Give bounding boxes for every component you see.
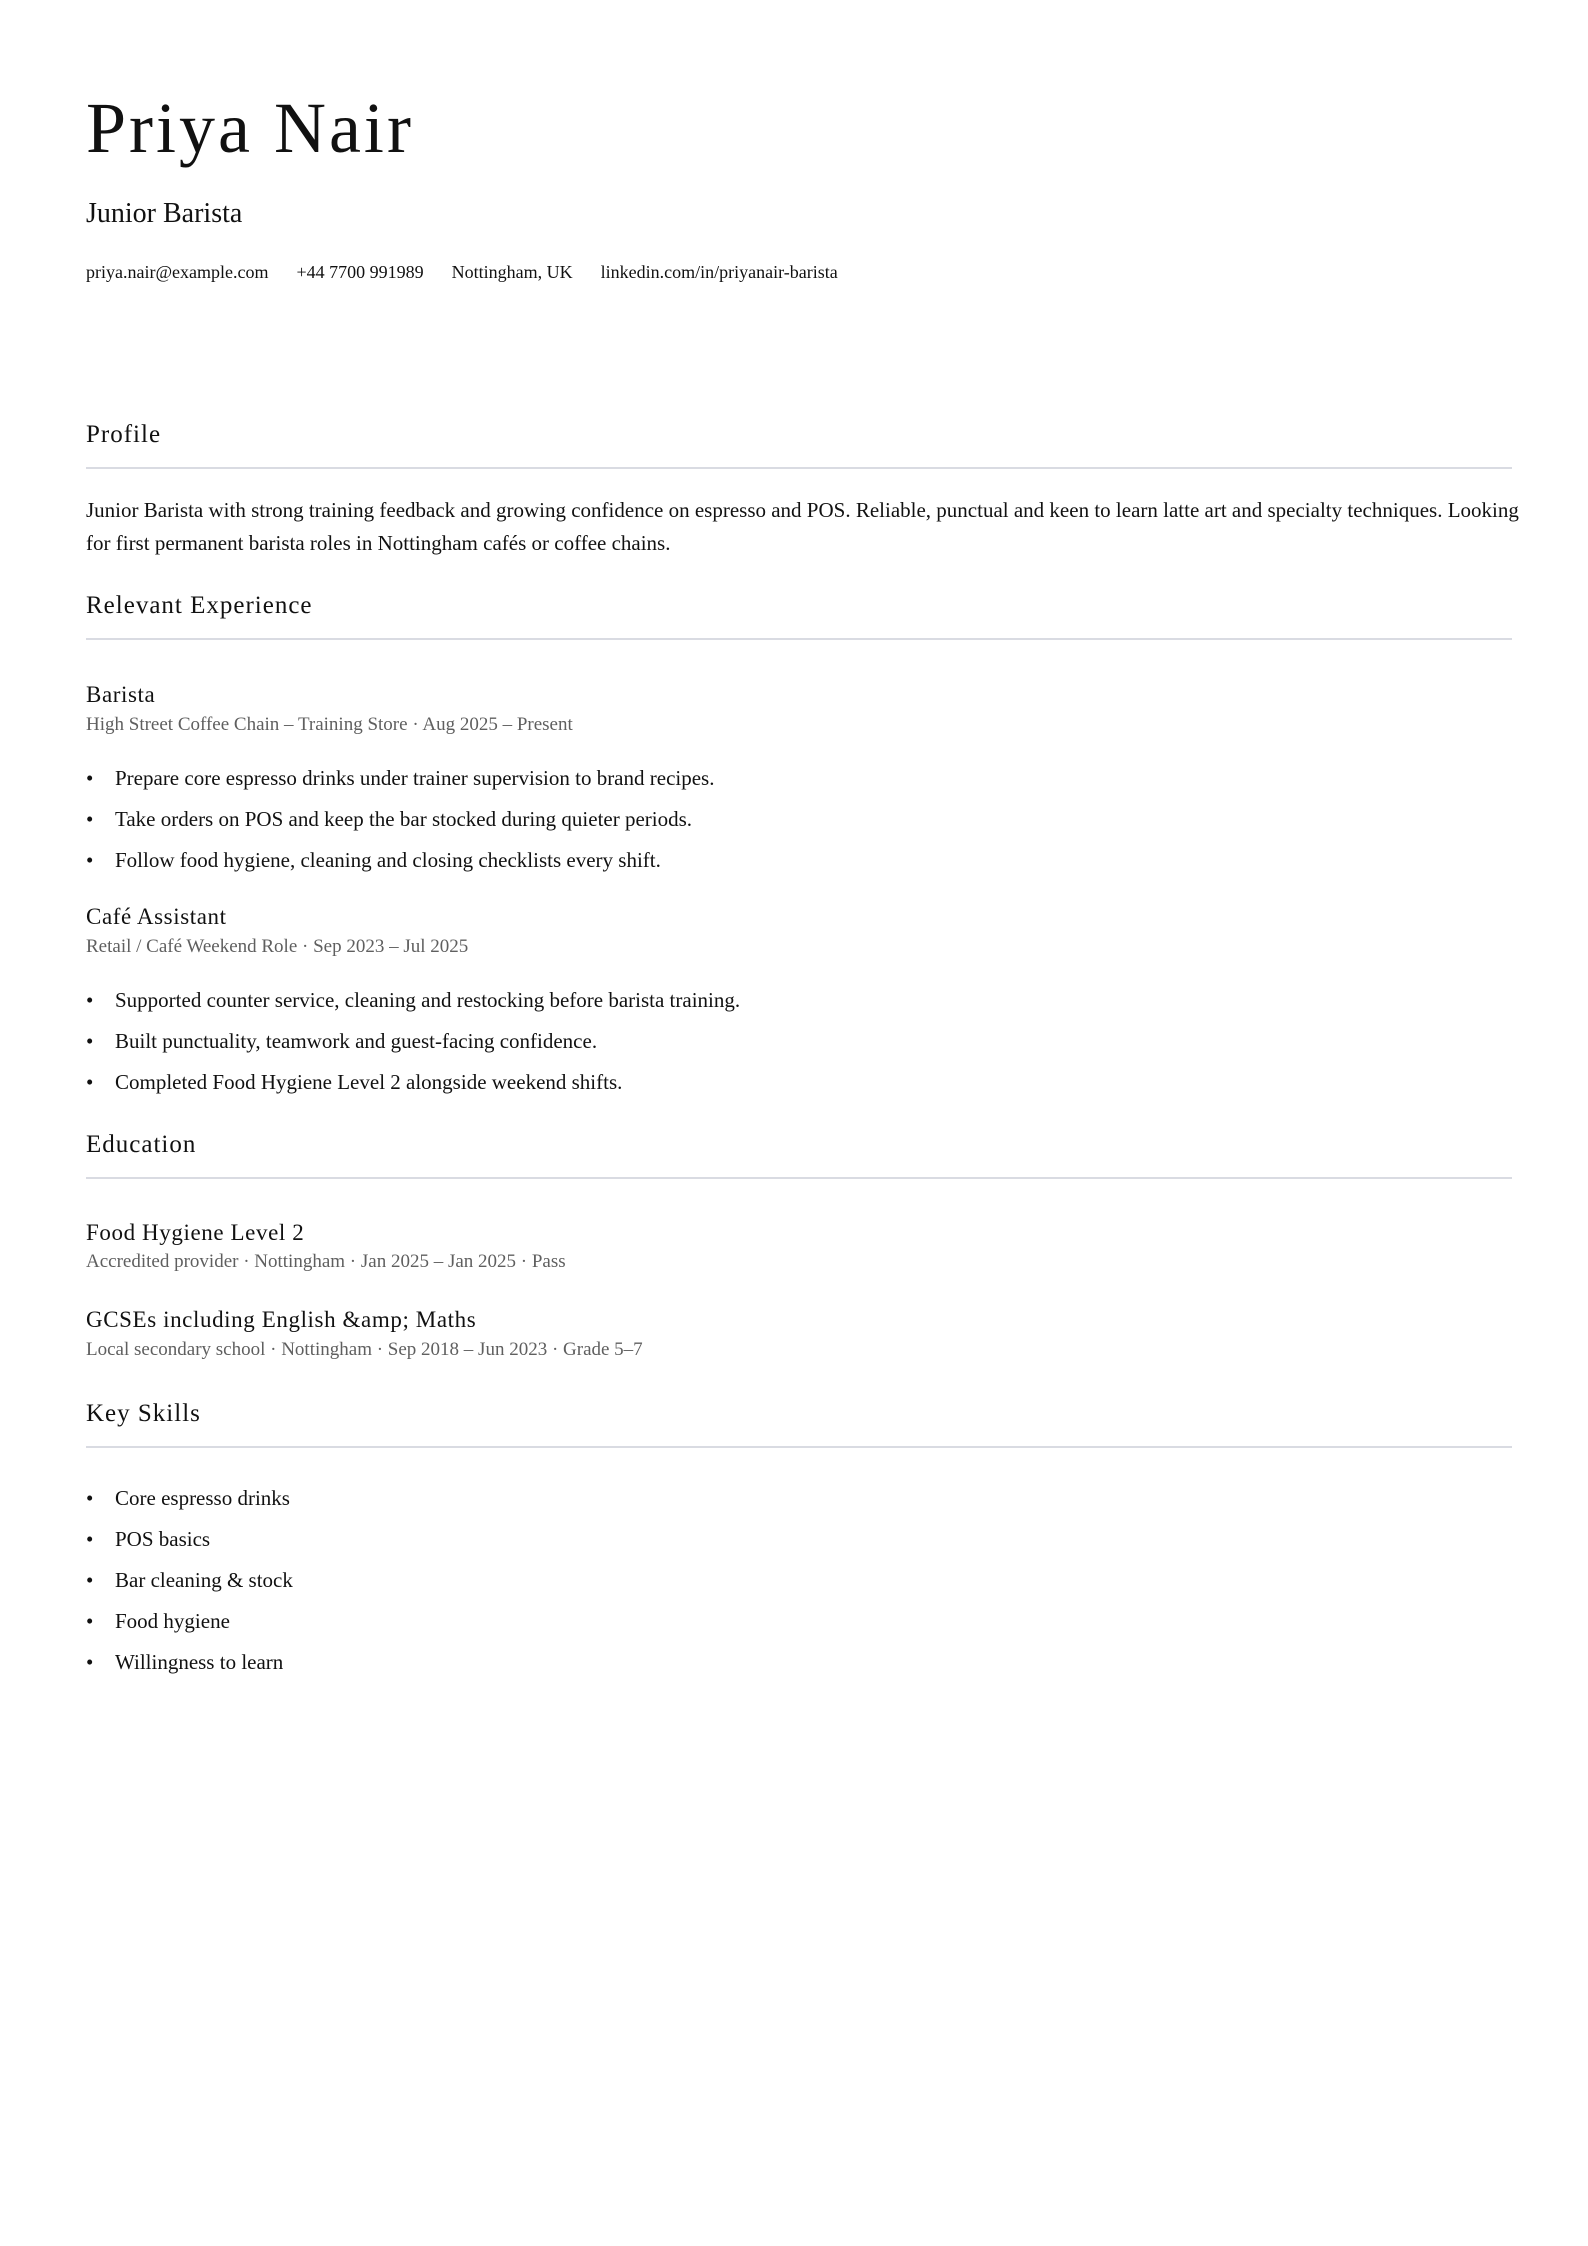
- contact-email: priya.nair@example.com: [86, 262, 269, 282]
- contact-location: Nottingham, UK: [451, 262, 573, 282]
- bullet-icon: •: [86, 766, 94, 790]
- section-title-education: Education: [86, 1131, 197, 1158]
- contact-line: [86, 262, 866, 284]
- job-meta: Retail / Café Weekend Role · Sep 2023 – Jul 2025: [86, 936, 469, 957]
- skill-text: Willingness to learn: [115, 1650, 284, 1674]
- section-title-experience: Relevant Experience: [86, 592, 313, 619]
- section-title-skills: Key Skills: [86, 1400, 201, 1427]
- bullet-icon: •: [86, 1609, 94, 1633]
- list-item-text: Supported counter service, cleaning and restocking before barista training.: [115, 988, 741, 1012]
- skill-text: POS basics: [115, 1527, 211, 1551]
- job-title: Barista: [86, 682, 156, 707]
- bullet-icon: •: [86, 988, 94, 1012]
- list-item-text: Prepare core espresso drinks under trainer supervision to brand recipes.: [115, 766, 715, 790]
- contact-phone: +44 7700 991989: [296, 262, 424, 282]
- bullet-icon: •: [86, 848, 94, 872]
- section-divider: [86, 467, 1512, 469]
- list-item-text: Completed Food Hygiene Level 2 alongside weekend shifts.: [115, 1070, 623, 1094]
- education-title: Food Hygiene Level 2: [86, 1220, 305, 1245]
- candidate-name: Priya Nair: [86, 88, 414, 168]
- section-title-profile: Profile: [86, 421, 162, 448]
- bullet-icon: •: [86, 1650, 94, 1674]
- education-title: GCSEs including English &amp; Maths: [86, 1307, 477, 1332]
- candidate-role: Junior Barista: [86, 198, 243, 229]
- bullet-icon: •: [86, 1029, 94, 1053]
- section-divider: [86, 1177, 1512, 1179]
- education-meta: Local secondary school · Nottingham · Sep 2018 – Jun 2023 · Grade 5–7: [86, 1339, 643, 1360]
- bullet-icon: •: [86, 1486, 94, 1510]
- bullet-icon: •: [86, 1568, 94, 1592]
- bullet-icon: •: [86, 1070, 94, 1094]
- profile-summary: Junior Barista with strong training feedback and growing confidence on espresso and POS. Reliable, punctual and keen to learn latte art and specialty techniques. Looking for first permanent barista roles in Nottingham cafés or coffee chains.: [86, 498, 1519, 555]
- contact-linkedin: linkedin.com/in/priyanair-barista: [600, 262, 838, 282]
- bullet-icon: •: [86, 1527, 94, 1551]
- job-meta: High Street Coffee Chain – Training Store · Aug 2025 – Present: [86, 714, 573, 735]
- job-title: Café Assistant: [86, 904, 227, 929]
- list-item-text: Follow food hygiene, cleaning and closing checklists every shift.: [115, 848, 661, 872]
- bullet-icon: •: [86, 807, 94, 831]
- section-divider: [86, 638, 1512, 640]
- section-divider: [86, 1446, 1512, 1448]
- list-item-text: Built punctuality, teamwork and guest-facing confidence.: [115, 1029, 598, 1053]
- skill-text: Food hygiene: [115, 1609, 230, 1633]
- list-item-text: Take orders on POS and keep the bar stocked during quieter periods.: [115, 807, 693, 831]
- skill-text: Core espresso drinks: [115, 1486, 290, 1510]
- skill-text: Bar cleaning & stock: [115, 1568, 293, 1592]
- education-meta: Accredited provider · Nottingham · Jan 2025 – Jan 2025 · Pass: [86, 1251, 566, 1272]
